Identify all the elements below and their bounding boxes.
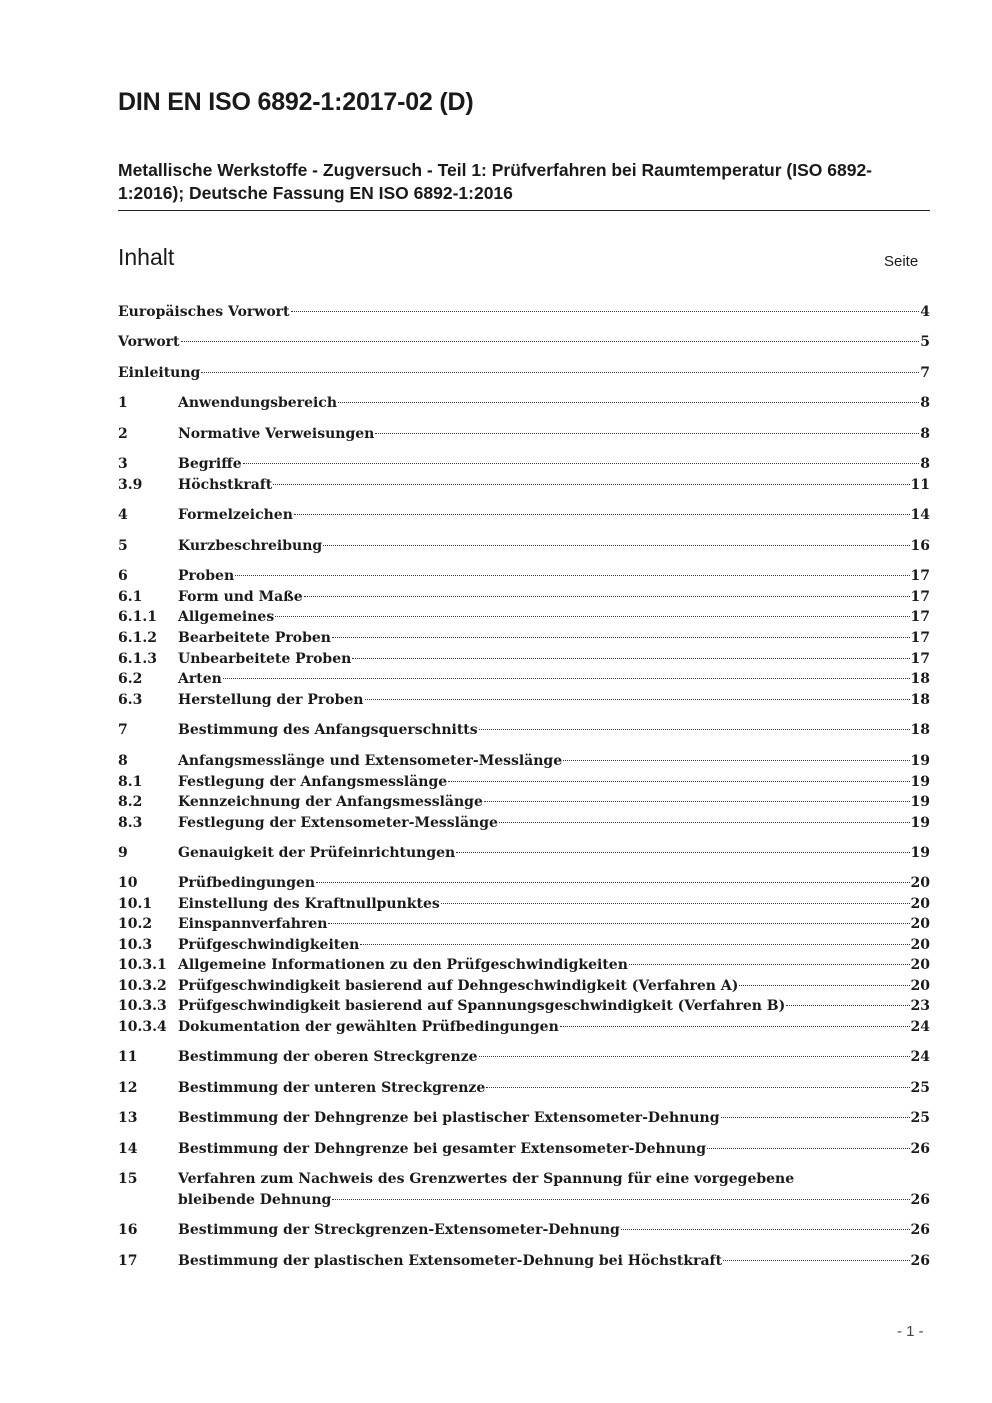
toc-entry[interactable] [118, 536, 930, 556]
toc-entry-page: 18 [910, 692, 930, 708]
toc-leader-dots [275, 616, 909, 617]
toc-leader-dots [338, 402, 919, 403]
toc-leader-dots [291, 311, 920, 312]
toc-entry-title: Bearbeitete Proben [178, 630, 331, 646]
toc-leader-dots [723, 1260, 909, 1261]
toc-entry-page: 24 [910, 1049, 930, 1065]
toc-entry-title: Prüfbedingungen [178, 875, 316, 891]
toc-entry-page: 14 [910, 507, 930, 523]
toc-entry-page: 25 [910, 1110, 930, 1126]
toc-leader-dots [441, 903, 910, 904]
toc-leader-dots [352, 658, 909, 659]
toc-entry-page: 26 [910, 1141, 930, 1157]
toc-entry-title: Begriffe [178, 456, 242, 472]
toc-entry-page: 26 [910, 1253, 930, 1269]
toc-entry-title: Anwendungsbereich [178, 395, 337, 411]
toc-entry[interactable] [118, 792, 930, 812]
toc-entry[interactable] [118, 566, 930, 586]
toc-entry-title: Allgemeines [178, 609, 275, 625]
toc-leader-dots [181, 341, 920, 342]
toc-entry[interactable] [118, 649, 930, 669]
toc-leader-dots [721, 1117, 910, 1118]
toc-entry-title: Form und Maße [178, 589, 303, 605]
toc-entry-number: 12 [118, 1080, 138, 1096]
toc-entry-title: Bestimmung der Dehngrenze bei plastischer Extensometer-Dehnung [178, 1110, 720, 1126]
toc-entry[interactable] [118, 454, 930, 474]
toc-entry-title: Einspannverfahren [178, 916, 328, 932]
toc-entry-number: 8 [118, 753, 128, 769]
toc-entry-page: 8 [920, 426, 930, 442]
toc-entry-number: 10.3.1 [118, 957, 167, 973]
toc-entry-title: Bestimmung der plastischen Extensometer-Dehnung bei Höchstkraft [178, 1253, 723, 1269]
toc-entry-page: 17 [910, 651, 930, 667]
toc-entry[interactable] [118, 690, 930, 710]
toc-entry-number: 10.2 [118, 916, 153, 932]
toc-leader-dots [560, 1026, 910, 1027]
toc-entry-title: Herstellung der Proben [178, 692, 364, 708]
toc-entry-page: 19 [910, 794, 930, 810]
toc-leader-dots [479, 729, 910, 730]
toc-leader-dots [563, 760, 909, 761]
toc-entry-page: 17 [910, 609, 930, 625]
toc-entry-number: 7 [118, 722, 128, 738]
toc-entry-number: 13 [118, 1110, 138, 1126]
document-title: DIN EN ISO 6892-1:2017-02 (D) [118, 88, 474, 116]
toc-entry[interactable] [118, 996, 930, 1016]
toc-entry-title: Genauigkeit der Prüfeinrichtungen [178, 845, 456, 861]
toc-entry[interactable] [118, 914, 930, 934]
toc-entry-title: Arten [178, 671, 222, 687]
toc-leader-dots [479, 1056, 910, 1057]
toc-leader-dots [360, 944, 909, 945]
toc-entry[interactable] [118, 475, 930, 495]
toc-entry-title: Dokumentation der gewählten Prüfbedingungen [178, 1019, 559, 1035]
toc-leader-dots [323, 545, 909, 546]
toc-leader-dots [786, 1005, 909, 1006]
toc-entry-title: Prüfgeschwindigkeit basierend auf Dehngeschwindigkeit (Verfahren A) [178, 978, 739, 994]
toc-entry-number: 10 [118, 875, 138, 891]
toc-entry-page: 11 [910, 477, 930, 493]
toc-entry-title: Prüfgeschwindigkeiten [178, 937, 360, 953]
toc-entry-page: 4 [920, 304, 930, 320]
toc-entry[interactable] [118, 424, 930, 444]
toc-entry-number: 15 [118, 1171, 138, 1187]
toc-entry[interactable] [118, 1139, 930, 1159]
toc-entry-title: Festlegung der Extensometer-Messlänge [178, 815, 498, 831]
toc-entry[interactable] [118, 1220, 930, 1240]
toc-entry-title: Bestimmung der oberen Streckgrenze [178, 1049, 478, 1065]
toc-entry-number: 14 [118, 1141, 138, 1157]
toc-entry-number: 6.1.1 [118, 609, 157, 625]
toc-entry-number: 10.3.4 [118, 1019, 167, 1035]
toc-entry-title: Bestimmung der Dehngrenze bei gesamter Extensometer-Dehnung [178, 1141, 706, 1157]
toc-entry-page: 17 [910, 630, 930, 646]
toc-entry[interactable] [118, 1169, 930, 1211]
toc-entry-title: Prüfgeschwindigkeit basierend auf Spannungsgeschwindigkeit (Verfahren B) [178, 998, 786, 1014]
toc-entry-number: 4 [118, 507, 128, 523]
toc-entry-title: Festlegung der Anfangsmesslänge [178, 774, 448, 790]
toc-entry[interactable] [118, 813, 930, 833]
toc-entry-title: Allgemeine Informationen zu den Prüfgeschwindigkeiten [178, 957, 628, 973]
toc-entry-title: Bestimmung der Streckgrenzen-Extensometer-Dehnung [178, 1222, 620, 1238]
toc-leader-dots [332, 1199, 909, 1200]
toc-entry-number: 1 [118, 395, 128, 411]
toc-entry-number: 10.1 [118, 896, 153, 912]
toc-entry-number: 6.2 [118, 671, 143, 687]
toc-entry-page: 8 [920, 395, 930, 411]
toc-leader-dots [328, 923, 909, 924]
toc-leader-dots [201, 372, 919, 373]
table-of-contents [118, 0, 930, 1300]
toc-entry-page: 20 [910, 896, 930, 912]
toc-leader-dots [621, 1229, 910, 1230]
toc-entry-page: 20 [910, 916, 930, 932]
toc-entry-page: 19 [910, 815, 930, 831]
toc-entry-page: 7 [920, 365, 930, 381]
toc-entry-title: Formelzeichen [178, 507, 293, 523]
toc-entry-page: 8 [920, 456, 930, 472]
toc-entry[interactable] [118, 363, 930, 383]
toc-entry[interactable] [118, 587, 930, 607]
toc-entry-title: Kennzeichnung der Anfangsmesslänge [178, 794, 483, 810]
toc-entry-title: Proben [178, 568, 235, 584]
toc-entry[interactable] [118, 628, 930, 648]
toc-entry[interactable] [118, 751, 930, 771]
toc-entry[interactable] [118, 1047, 930, 1067]
toc-leader-dots [456, 852, 909, 853]
toc-leader-dots [707, 1148, 910, 1149]
toc-entry-number: 3.9 [118, 477, 143, 493]
page-column-label: Seite [884, 253, 919, 270]
toc-leader-dots [448, 781, 909, 782]
toc-leader-dots [316, 882, 909, 883]
toc-entry-number: 9 [118, 845, 128, 861]
toc-entry-page: 19 [910, 845, 930, 861]
toc-entry-title: Vorwort [118, 334, 180, 350]
toc-entry-title: Bestimmung des Anfangsquerschnitts [178, 722, 478, 738]
toc-entry[interactable] [118, 505, 930, 525]
toc-entry-page: 16 [910, 538, 930, 554]
toc-leader-dots [235, 575, 909, 576]
toc-entry[interactable] [118, 873, 930, 893]
toc-leader-dots [365, 699, 910, 700]
toc-entry-number: 6.1 [118, 589, 143, 605]
toc-entry-title: Einstellung des Kraftnullpunktes [178, 896, 440, 912]
toc-entry-page: 20 [910, 937, 930, 953]
toc-entry[interactable] [118, 1017, 930, 1037]
toc-entry-number: 11 [118, 1049, 138, 1065]
toc-entry-page: 17 [910, 568, 930, 584]
toc-leader-dots [223, 678, 910, 679]
toc-entry-page: 26 [910, 1222, 930, 1238]
toc-entry-page: 19 [910, 774, 930, 790]
toc-entry-title: Einleitung [118, 365, 201, 381]
toc-entry-page: 18 [910, 671, 930, 687]
toc-entry-number: 6.3 [118, 692, 143, 708]
toc-entry-number: 6.1.3 [118, 651, 157, 667]
toc-entry-number: 3 [118, 456, 128, 472]
toc-entry-number: 8.3 [118, 815, 143, 831]
document-subtitle: Metallische Werkstoffe - Zugversuch - Teil 1: Prüfverfahren bei Raumtemperatur (ISO 6892-1:2016); Deutsche Fassung EN ISO 6892-1:2016 [118, 159, 930, 211]
toc-entry[interactable] [118, 1078, 930, 1098]
toc-entry-page: 17 [910, 589, 930, 605]
toc-entry-title: bleibende Dehnung [178, 1192, 332, 1208]
toc-entry[interactable] [118, 332, 930, 352]
toc-entry[interactable] [118, 935, 930, 955]
toc-entry-number: 10.3 [118, 937, 153, 953]
toc-entry-number: 10.3.3 [118, 998, 167, 1014]
toc-entry-page: 23 [910, 998, 930, 1014]
toc-entry-page: 18 [910, 722, 930, 738]
toc-entry-title: Kurzbeschreibung [178, 538, 323, 554]
toc-entry[interactable] [118, 955, 930, 975]
toc-leader-dots [486, 1087, 909, 1088]
toc-entry[interactable] [118, 607, 930, 627]
toc-leader-dots [739, 985, 909, 986]
toc-entry-number: 5 [118, 538, 128, 554]
toc-entry[interactable] [118, 393, 930, 413]
toc-heading: Inhalt [118, 244, 175, 270]
page-number: - 1 - [897, 1323, 924, 1340]
toc-entry-number: 2 [118, 426, 128, 442]
toc-entry-title: Normative Verweisungen [178, 426, 375, 442]
toc-entry-number: 8.1 [118, 774, 143, 790]
toc-entry-page: 20 [910, 875, 930, 891]
toc-entry[interactable] [118, 772, 930, 792]
toc-entry-number: 17 [118, 1253, 138, 1269]
toc-entry-page: 20 [910, 957, 930, 973]
toc-leader-dots [629, 964, 910, 965]
toc-entry-number: 8.2 [118, 794, 143, 810]
toc-entry-title: Höchstkraft [178, 477, 273, 493]
toc-leader-dots [243, 463, 920, 464]
toc-entry-number: 6 [118, 568, 128, 584]
toc-entry[interactable] [118, 720, 930, 740]
toc-entry-page: 26 [910, 1192, 930, 1208]
toc-entry[interactable] [118, 669, 930, 689]
toc-entry[interactable] [118, 302, 930, 322]
toc-entry-number: 16 [118, 1222, 138, 1238]
toc-entry-number: 6.1.2 [118, 630, 157, 646]
toc-entry[interactable] [118, 976, 930, 996]
toc-leader-dots [499, 822, 910, 823]
toc-leader-dots [332, 637, 910, 638]
toc-entry[interactable] [118, 843, 930, 863]
toc-leader-dots [294, 514, 910, 515]
toc-leader-dots [304, 596, 910, 597]
toc-entry-page: 24 [910, 1019, 930, 1035]
toc-entry-page: 25 [910, 1080, 930, 1096]
toc-entry-title: Europäisches Vorwort [118, 304, 290, 320]
toc-entry-title: Bestimmung der unteren Streckgrenze [178, 1080, 486, 1096]
toc-entry-page: 19 [910, 753, 930, 769]
toc-entry[interactable] [118, 1108, 930, 1128]
toc-entry[interactable] [118, 1251, 930, 1271]
toc-entry-number: 10.3.2 [118, 978, 167, 994]
toc-entry-title-line1: Verfahren zum Nachweis des Grenzwertes der Spannung für eine vorgegebene [178, 1171, 795, 1187]
toc-entry[interactable] [118, 894, 930, 914]
toc-entry-title: Unbearbeitete Proben [178, 651, 352, 667]
toc-entry-page: 20 [910, 978, 930, 994]
toc-leader-dots [375, 433, 919, 434]
toc-entry-title: Anfangsmesslänge und Extensometer-Messlänge [178, 753, 563, 769]
toc-leader-dots [484, 801, 910, 802]
toc-entry-page: 5 [920, 334, 930, 350]
toc-leader-dots [273, 484, 909, 485]
